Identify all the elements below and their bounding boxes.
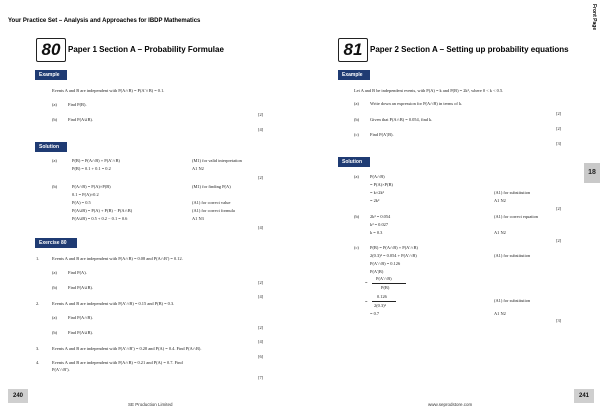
right-example-part-text: Given that P(A∩B) = 0.054, find k. <box>370 117 433 122</box>
left-solution-label: Solution <box>35 142 67 152</box>
marks: [4] <box>258 294 264 299</box>
question-part-text: Find P(A∪B). <box>68 330 93 335</box>
marks: [6] <box>258 354 264 359</box>
solution-note: (A1) for correct value <box>192 200 231 205</box>
solution-note: (A1) for correct formula <box>192 208 235 213</box>
left-footer: SE Production Limited <box>128 402 173 407</box>
solution-note: A1 N2 <box>494 311 506 316</box>
question-part-label: (b) <box>52 285 58 290</box>
left-example-part-text: Find P(B). <box>68 102 87 107</box>
question-part-text: Find P(A∪B). <box>68 285 93 290</box>
chapter-tab: 18 <box>584 163 600 183</box>
right-example-part-label: (b) <box>354 117 360 122</box>
fraction-numerator: P(A′∩B) <box>376 276 392 281</box>
marks: [3] <box>556 318 562 323</box>
solution-note: (M1) for finding P(A) <box>192 184 231 189</box>
solution-note: A1 N2 <box>494 230 506 235</box>
marks: [2] <box>258 112 264 117</box>
solution-equation: = k×2k² <box>370 190 384 195</box>
question-part-label: (a) <box>52 315 57 320</box>
left-example-part-label: (b) <box>52 117 58 122</box>
question-stem: Events A and B are independent with P(A∩B) = 0.21 and P(A) = 0.7. Find <box>52 360 183 365</box>
solution-part-label: (c) <box>354 245 359 250</box>
fraction-bar <box>372 283 406 284</box>
solution-equation: 0.1 = P(A)×0.2 <box>72 192 99 197</box>
solution-part-label: (b) <box>52 184 58 189</box>
question-part-text: Find P(A∩B). <box>68 315 93 320</box>
solution-equation: 2k³ = 0.054 <box>370 214 391 219</box>
solution-note: (A1) for substitution <box>494 298 531 303</box>
solution-note: (A1) for correct equation <box>494 214 539 219</box>
question-part-label: (b) <box>52 330 58 335</box>
left-example-stem: Events A and B are independent with P(A∩B) = P(A′∩B) = 0.1. <box>52 88 165 93</box>
solution-note: (A1) for substitution <box>494 253 531 258</box>
solution-note: A1 N2 <box>192 166 204 171</box>
question-stem: Events A and B are independent with P(A′∩B) = 0.15 and P(B) = 0.3. <box>52 301 175 306</box>
solution-note: A1 N2 <box>494 198 506 203</box>
solution-equation: P(A′|B) <box>370 269 384 274</box>
book-title: Your Practice Set – Analysis and Approaches for IBDP Mathematics <box>8 18 201 24</box>
solution-equation: 2(0.3)² = 0.054 + P(A′∩B) <box>370 253 417 258</box>
question-stem: Events A and B are independent with P(A∩B) = 0.08 and P(A∩B′) = 0.12. <box>52 256 183 261</box>
solution-note: A1 N3 <box>192 216 204 221</box>
solution-note: (A1) for substitution <box>494 190 531 195</box>
solution-equation: P(A∩B) = P(A)×P(B) <box>72 184 111 189</box>
marks: [7] <box>258 375 264 380</box>
marks: [2] <box>258 280 264 285</box>
marks: [2] <box>258 175 264 180</box>
solution-equation: P(B) = P(A∩B) + P(A′∩B) <box>370 245 418 250</box>
question-stem: Events A and B are independent with P(A′∩B′) = 0.28 and P(A) = 0.4. Find P(A∩B). <box>52 346 202 351</box>
right-example-stem: Let A and B be independent events, with P(A) = k and P(B) = 2k², where 0 < k < 0.5. <box>354 88 504 93</box>
question-number: 3. <box>36 346 40 351</box>
right-example-part-label: (a) <box>354 101 359 106</box>
solution-note: (M1) for valid interpretation <box>192 158 242 163</box>
solution-equation: = 2k³ <box>370 198 380 203</box>
equals-sign: = <box>365 280 368 285</box>
solution-equation: k³ = 0.027 <box>370 222 389 227</box>
marks: [2] <box>556 206 562 211</box>
question-number: 4. <box>36 360 40 365</box>
right-example-part-text: Find P(A′|B). <box>370 132 394 137</box>
right-page-title: Paper 2 Section A – Setting up probability equations <box>370 45 569 54</box>
marks: [4] <box>258 225 264 230</box>
left-page-title: Paper 1 Section A – Probability Formulae <box>68 45 224 54</box>
solution-equation: P(A′∩B) = 0.126 <box>370 261 401 266</box>
left-example-part-label: (a) <box>52 102 57 107</box>
solution-equation: P(B) = P(A∩B) + P(A′∩B) <box>72 158 120 163</box>
question-part-label: (a) <box>52 270 57 275</box>
right-page-number: 241 <box>574 389 594 403</box>
question-number: 1. <box>36 256 40 261</box>
solution-equation: P(A∩B) <box>370 174 385 179</box>
solution-equation: = 0.7 <box>370 311 380 316</box>
exercise-label: Exercise 80 <box>35 238 77 248</box>
right-footer: www.seprodstore.com <box>428 402 473 407</box>
fraction-denominator: P(B) <box>381 285 390 290</box>
solution-equation: P(A) = 0.5 <box>72 200 91 205</box>
marks: [2] <box>556 111 562 116</box>
topic-badge-80: 80 <box>36 38 66 62</box>
right-example-part-text: Write down an expression for P(A∩B) in terms of k. <box>370 101 463 106</box>
solution-equation: P(A∪B) = P(A) + P(B) − P(A∩B) <box>72 208 133 213</box>
marks: [3] <box>556 141 562 146</box>
topic-badge-81: 81 <box>338 38 368 62</box>
right-example-label: Example <box>338 70 370 80</box>
fraction-numerator: 0.126 <box>377 294 387 299</box>
fraction-bar <box>372 301 396 302</box>
marks: [4] <box>258 127 264 132</box>
question-number: 2. <box>36 301 40 306</box>
left-page-number: 240 <box>8 389 28 403</box>
marks: [2] <box>258 325 264 330</box>
marks: [2] <box>556 126 562 131</box>
question-part-text: Find P(A). <box>68 270 87 275</box>
right-solution-label: Solution <box>338 157 370 167</box>
marks: [2] <box>556 238 562 243</box>
solution-equation: P(A∪B) = 0.5 + 0.2 − 0.1 = 0.6 <box>72 216 128 221</box>
side-label: Front Page <box>591 4 597 31</box>
solution-equation: P(B) = 0.1 + 0.1 = 0.2 <box>72 166 111 171</box>
solution-part-label: (b) <box>354 214 360 219</box>
equals-sign: = <box>365 299 368 304</box>
question-stem: P(A′∩B′). <box>52 367 70 372</box>
solution-equation: = P(A)×P(B) <box>370 182 393 187</box>
right-example-part-label: (c) <box>354 132 359 137</box>
solution-part-label: (a) <box>354 174 359 179</box>
solution-equation: k = 0.3 <box>370 230 383 235</box>
left-example-part-text: Find P(A∪B). <box>68 117 93 122</box>
fraction-denominator: 2(0.3)² <box>374 303 386 308</box>
solution-part-label: (a) <box>52 158 57 163</box>
left-example-label: Example <box>35 70 67 80</box>
marks: [4] <box>258 339 264 344</box>
